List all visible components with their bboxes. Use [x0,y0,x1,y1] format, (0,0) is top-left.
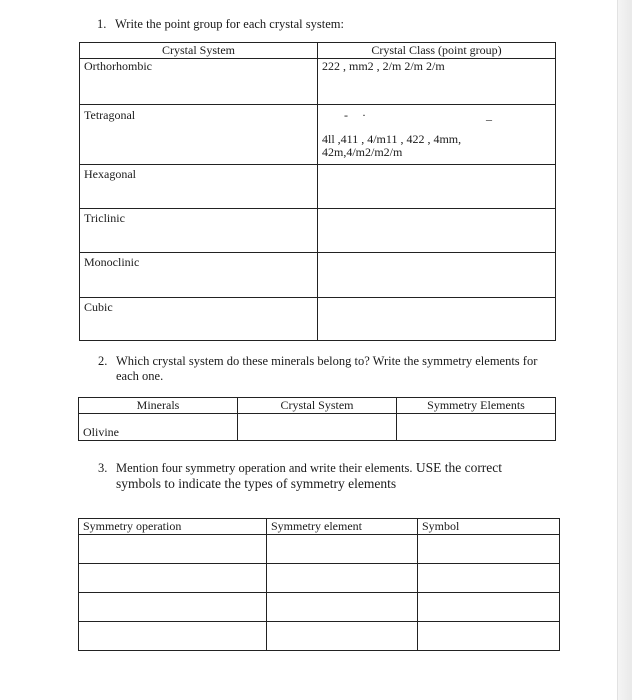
question-3-line1a: Mention four symmetry operation and write their elements. [116,461,413,475]
question-2-line2: each one. [116,369,164,383]
tetragonal-marks [322,109,551,123]
system-hexagonal: Hexagonal [80,165,318,209]
answer-cell[interactable] [418,622,560,651]
answer-cell[interactable] [267,535,418,564]
answer-cell[interactable] [267,593,418,622]
table-row [80,59,556,105]
table-row [80,253,556,298]
answer-cell[interactable] [418,535,560,564]
class-hexagonal[interactable] [318,165,556,209]
header-symmetry-operation: Symmetry operation [79,519,267,535]
question-2 [98,354,568,384]
table-row [79,414,556,441]
tetragonal-class-line1: 4ll ,411 , 4/m11 , 422 , 4mm, [322,132,462,146]
class-triclinic[interactable] [318,209,556,253]
answer-cell[interactable] [267,564,418,593]
question-1-text: Write the point group for each crystal system: [115,17,344,31]
header-symbol: Symbol [418,519,560,535]
answer-cell[interactable] [79,622,267,651]
table-row [80,298,556,341]
system-tetragonal: Tetragonal [80,105,318,165]
header-minerals: Minerals [79,398,238,414]
mark-dot: · [362,108,366,122]
header-symmetry-elements: Symmetry Elements [397,398,556,414]
answer-cell[interactable] [418,564,560,593]
answer-cell[interactable] [79,535,267,564]
symmetry-operation-table [78,518,560,651]
table-row [79,622,560,651]
table-row [79,535,560,564]
olivine-symmetry-elements[interactable] [397,414,556,441]
header-mineral-crystal-system: Crystal System [238,398,397,414]
question-3-line2: symbols to indicate the types of symmetry elements [116,476,397,491]
table-row [79,593,560,622]
system-triclinic: Triclinic [80,209,318,253]
table-row [80,105,556,165]
question-1 [97,17,344,32]
mineral-olivine: Olivine [79,414,238,441]
header-crystal-class: Crystal Class (point group) [318,43,556,59]
page-edge [617,0,632,700]
question-2-line1: Which crystal system do these minerals belong to? Write the symmetry elements for [116,354,538,368]
minerals-table [78,397,556,441]
table-row [80,165,556,209]
class-monoclinic[interactable] [318,253,556,298]
answer-cell[interactable] [418,593,560,622]
system-monoclinic: Monoclinic [80,253,318,298]
mark-underscore: _ [486,108,492,122]
question-2-number: 2. [98,354,108,368]
question-3 [98,460,568,492]
class-tetragonal[interactable] [318,105,556,165]
question-1-number: 1. [97,17,107,31]
mark-dash: - [344,108,348,122]
header-crystal-system: Crystal System [80,43,318,59]
table-row [80,209,556,253]
answer-cell[interactable] [267,622,418,651]
question-3-line1b: USE the correct [412,460,503,475]
answer-cell[interactable] [79,564,267,593]
answer-cell[interactable] [79,593,267,622]
question-3-number: 3. [98,461,108,475]
olivine-crystal-system[interactable] [238,414,397,441]
class-cubic[interactable] [318,298,556,341]
class-orthorhombic[interactable]: 222 , mm2 , 2/m 2/m 2/m [318,59,556,105]
system-orthorhombic: Orthorhombic [80,59,318,105]
header-symmetry-element: Symmetry element [267,519,418,535]
system-cubic: Cubic [80,298,318,341]
tetragonal-class-line2: 42m,4/m2/m2/m [322,145,403,159]
table-row [79,564,560,593]
crystal-system-table [79,42,556,341]
